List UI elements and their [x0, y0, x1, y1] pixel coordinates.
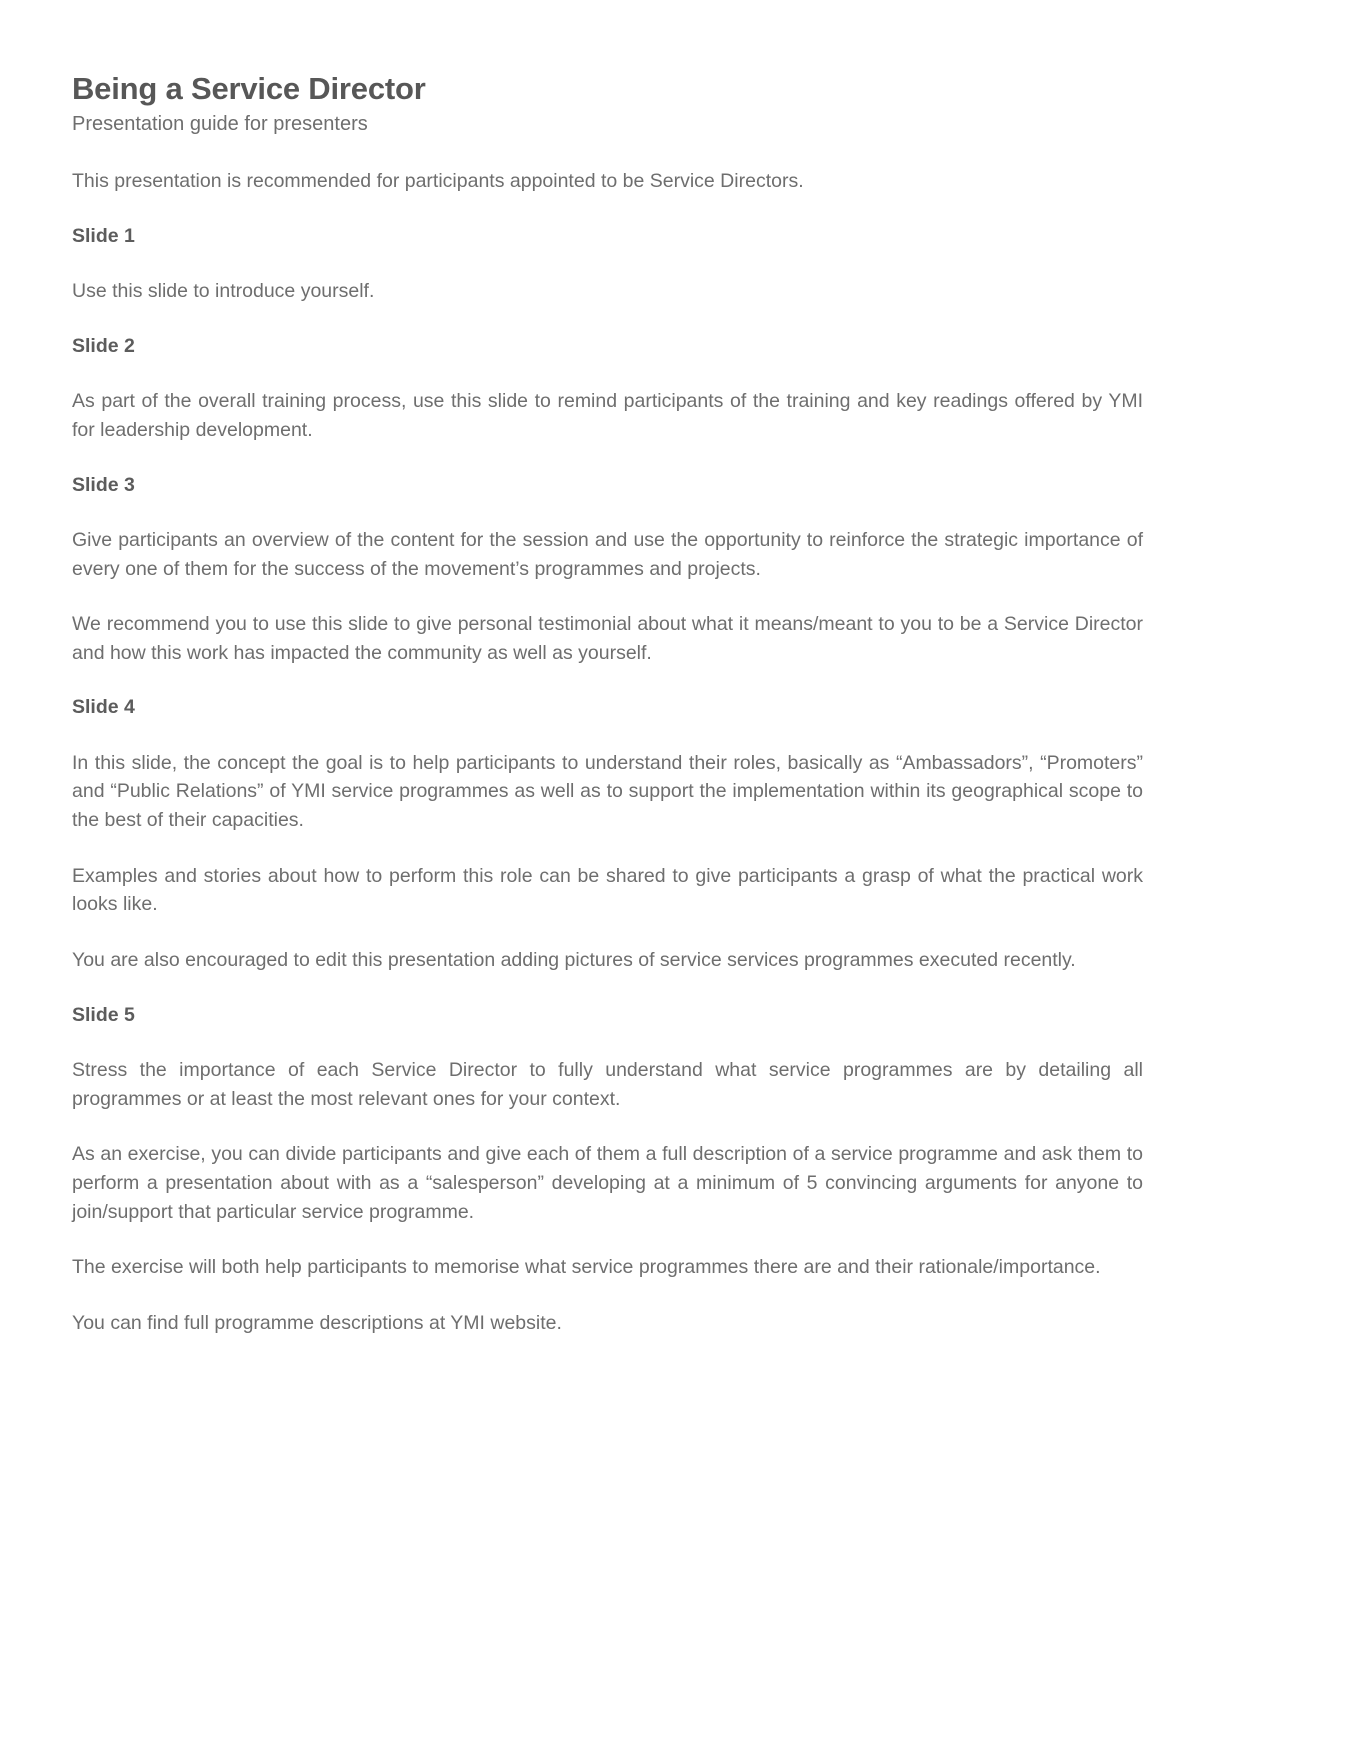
section-paragraph: The exercise will both help participants to memorise what service programmes there are and their rationale/importance.: [72, 1256, 1101, 1279]
section-heading: Slide 1: [72, 224, 135, 247]
section-paragraph: Give participants an overview of the content for the session and use the opportunity to reinforce the strategic importance of every one of them for the success of the movement’s programmes and projects.: [72, 528, 1143, 580]
section-paragraph: Stress the importance of each Service Director to fully understand what service programmes are by detailing all programmes or at least the most relevant ones for your context.: [72, 1059, 1143, 1110]
section-paragraph: We recommend you to use this slide to give personal testimonial about what it means/meant to you to be a Service Director and how this work has impacted the community as well as yourself.: [72, 613, 1143, 664]
page-title: Being a Service Director: [72, 71, 426, 106]
section-slide-3: [72, 472, 1143, 668]
section-paragraph: In this slide, the concept the goal is to help participants to understand their roles, basically as “Ambassadors”, “Promoters” and “Public Relations” of YMI service programmes as well as to support the implementation within its geographical scope to the best of their capacities.: [72, 751, 1143, 832]
section-heading: Slide 5: [72, 1003, 135, 1026]
section-slide-2: [72, 333, 1143, 445]
section-paragraph: You are also encouraged to edit this presentation adding pictures of service services programmes executed recently.: [72, 949, 1076, 972]
page-subtitle: Presentation guide for presenters: [72, 112, 368, 135]
section-heading: Slide 4: [72, 696, 135, 719]
section-heading: Slide 3: [72, 473, 135, 496]
section-slide-5: [72, 1002, 1143, 1338]
section-paragraph: Use this slide to introduce yourself.: [72, 280, 375, 303]
intro-paragraph: This presentation is recommended for participants appointed to be Service Directors.: [72, 169, 804, 192]
section-paragraph: As part of the overall training process, use this slide to remind participants of the training and key readings offered by YMI for leadership development.: [72, 390, 1143, 441]
section-slide-4: [72, 694, 1143, 974]
section-paragraph: Examples and stories about how to perform this role can be shared to give participants a grasp of what the practical work looks like.: [72, 864, 1143, 916]
section-slide-1: [72, 223, 1143, 306]
section-heading: Slide 2: [72, 334, 135, 357]
section-paragraph: As an exercise, you can divide participants and give each of them a full description of a service programme and ask them to perform a presentation about with as a “salesperson” developing at a minimum of 5 convincing arguments for anyone to join/support that particular service programme.: [72, 1143, 1143, 1223]
section-paragraph: You can find full programme descriptions at YMI website.: [72, 1311, 562, 1334]
